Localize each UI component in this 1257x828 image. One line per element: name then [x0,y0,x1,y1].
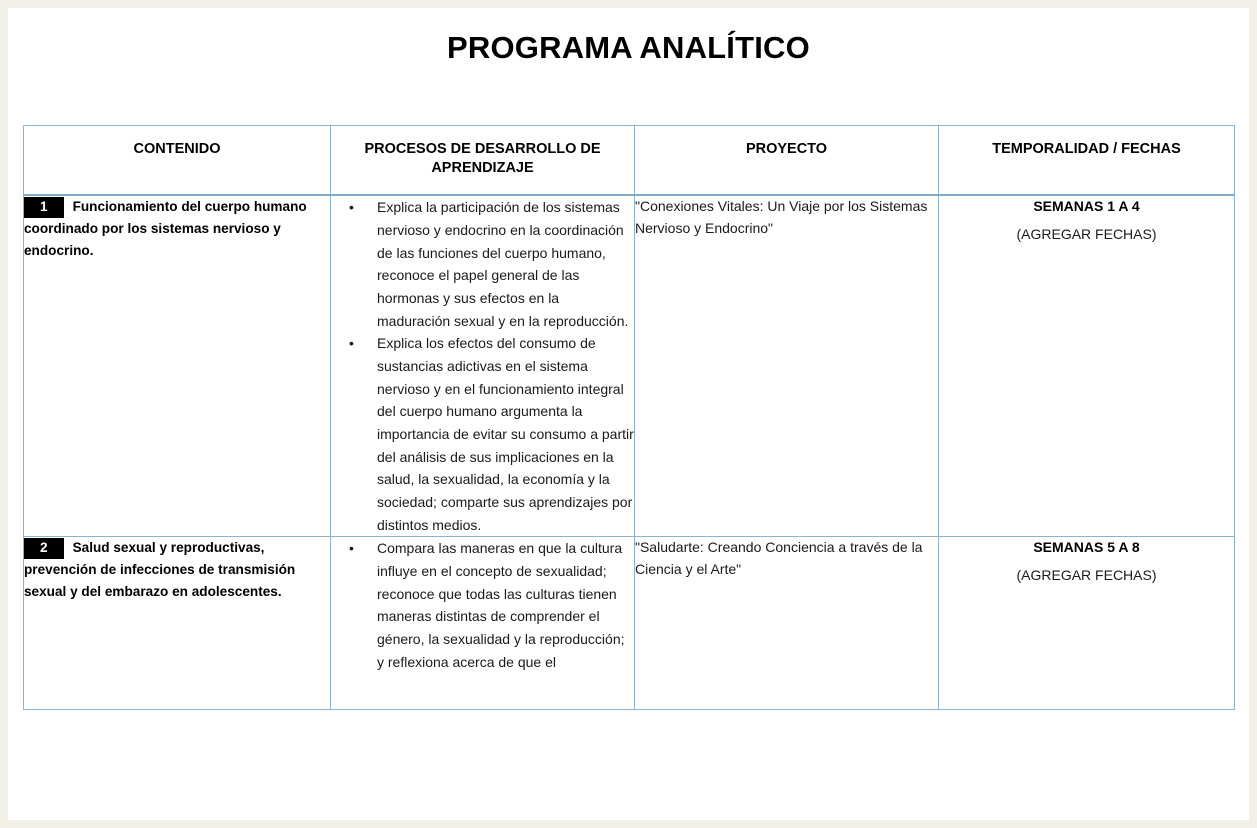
table-header-row [24,126,1235,196]
cell-proyecto [635,537,939,710]
temporalidad-dates-placeholder: (AGREGAR FECHAS) [1016,567,1157,584]
content-number-badge: 2 [24,538,64,559]
list-item: • Compara las maneras en que la cultura influye en el concepto de sexualidad; reconoce que todas las culturas tienen maneras distintas de comprender el género, la sexualidad y la reproducción; y reflexiona acerca de que el [377,537,634,673]
table-row [24,195,1235,537]
temporalidad-weeks: SEMANAS 5 A 8 [1033,539,1140,556]
table-row [24,537,1235,710]
program-table-container [23,125,1234,710]
cell-clip [635,537,938,580]
cell-temporalidad [939,195,1235,537]
list-item: • Explica los efectos del consumo de sustancias adictivas en el sistema nervioso y en el funcionamiento integral del cuerpo humano argumenta la importancia de evitar su consumo a partir del análisis de sus implicaciones en la salud, la sexualidad, la economía y la sociedad; comparte sus aprendizajes por distintos medios. [377,332,634,536]
program-table [23,125,1235,710]
contenido-text [24,537,330,603]
cell-contenido [24,537,331,710]
contenido-text [24,196,330,262]
column-header-procesos [331,126,635,196]
cell-proyecto [635,195,939,537]
cell-procesos [331,195,635,537]
column-header-temporalidad-label: TEMPORALIDAD / FECHAS [992,141,1181,157]
cell-clip [939,537,1234,586]
cell-clip [331,537,634,673]
column-header-proyecto-label: PROYECTO [745,141,828,157]
table-body [24,195,1235,710]
proyecto-text: "Saludarte: Creando Conciencia a través de la Ciencia y el Arte" [635,539,923,578]
column-header-contenido-label: CONTENIDO [133,141,221,157]
procesos-list [331,196,634,536]
contenido-label: Funcionamiento del cuerpo humano coordinado por los sistemas nervioso y endocrino. [24,199,307,259]
cell-contenido [24,195,331,537]
page-title: PROGRAMA ANALÍTICO [447,30,810,65]
cell-procesos [331,537,635,710]
table-header [24,126,1235,196]
column-header-procesos-label: PROCESOS DE DESARROLLO DE APRENDIZAJE [364,141,601,177]
cell-clip [24,537,330,603]
content-number-badge: 1 [24,197,64,218]
list-item: • Explica la participación de los sistemas nervioso y endocrino en la coordinación de las funciones del cuerpo humano, reconoce el papel general de las hormonas y sus efectos en la maduración sexual y en la reproducción. [377,196,634,332]
temporalidad-weeks: SEMANAS 1 A 4 [1033,198,1140,215]
proyecto-text: "Conexiones Vitales: Un Viaje por los Sistemas Nervioso y Endocrino" [635,198,928,236]
column-header-contenido [24,126,331,196]
procesos-list [331,537,634,673]
contenido-label: Salud sexual y reproductivas, prevención de infecciones de transmisión sexual y del embarazo en adolescentes. [24,540,296,600]
column-header-temporalidad [939,126,1235,196]
column-header-proyecto [635,126,939,196]
document-page [8,8,1249,820]
temporalidad-dates-placeholder: (AGREGAR FECHAS) [1016,226,1157,243]
cell-temporalidad [939,537,1235,710]
